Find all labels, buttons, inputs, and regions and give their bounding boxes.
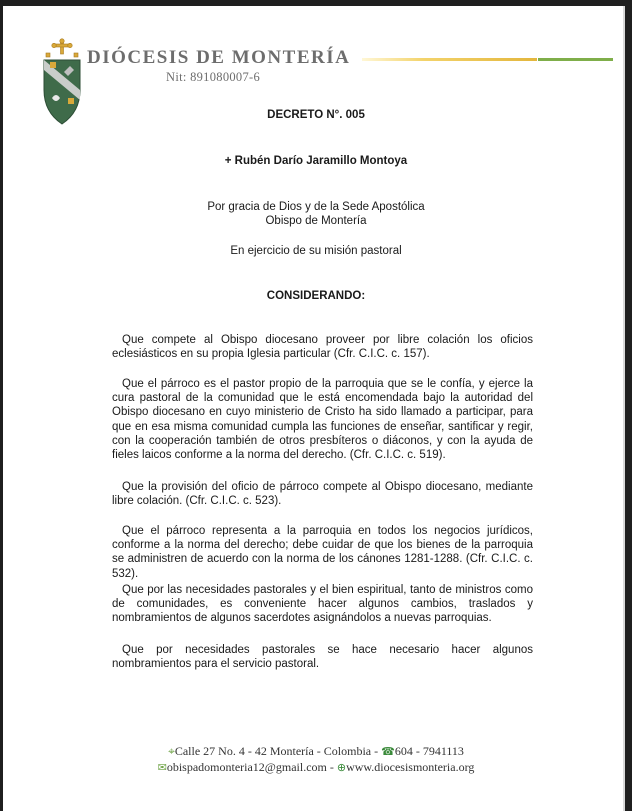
diocese-name: DIÓCESIS DE MONTERÍA bbox=[87, 47, 351, 68]
mission-line: En ejercicio de su misión pastoral bbox=[230, 245, 402, 257]
footer-website[interactable]: www.diocesismonteria.org bbox=[346, 760, 475, 774]
consideration-paragraph: Que por las necesidades pastorales y el bien espiritual, tanto de ministros como de comunidades, es conveniente hacer algunos cambios, traslados y nombramientos de algunos sacerdotes asignándolos a nuevas parroquias. bbox=[112, 584, 533, 625]
header-rule-green bbox=[538, 58, 613, 61]
tax-id: Nit: 891080007-6 bbox=[166, 70, 261, 84]
consideration-paragraph: Que la provisión del oficio de párroco compete al Obispo diocesano, mediante libre colación. (Cfr. C.I.C. c. 523). bbox=[112, 481, 533, 508]
decree-title: DECRETO N°. 005 bbox=[267, 109, 365, 121]
footer-address: Calle 27 No. 4 - 42 Montería - Colombia - bbox=[174, 744, 379, 758]
footer-contact-line bbox=[0, 760, 632, 775]
consideration-paragraph: Que por necesidades pastorales se hace necesario hacer algunos nombramientos para el servicio pastoral. bbox=[112, 644, 533, 671]
consideration-paragraph: Que el párroco es el pastor propio de la parroquia que se le confía, y ejerce la cura pastoral de la comunidad que le está encomendada bajo la autoridad del Obispo diocesano en cuyo ministerio de Cristo ha sido llamado a participar, para que en esa misma comunidad cumpla las funciones de enseñar, santificar y regir, con la cooperación también de otros presbíteros o diáconos, y con la ayuda de fieles laicos conforme a la norma del derecho. (Cfr. C.I.C. c. 519). bbox=[112, 378, 533, 462]
grace-line: Por gracia de Dios y de la Sede Apostólica bbox=[207, 201, 425, 213]
consideration-paragraph: Que el párroco representa a la parroquia en todos los negocios jurídicos, conforme a la norma del derecho; debe cuidar de que los bienes de la parroquia se administren de acuerdo con la norma de los cánones 1281-1288. (Cfr. C.I.C. c. 532). bbox=[112, 525, 533, 580]
consideration-paragraph: Que compete al Obispo diocesano proveer por libre colación los oficios eclesiásticos en su propia Iglesia particular (Cfr. C.I.C. c. 157). bbox=[112, 334, 533, 361]
email-icon: ✉ bbox=[157, 762, 167, 774]
footer-email[interactable]: obispadomonteria12@gmail.com - bbox=[166, 760, 334, 774]
phone-icon: ☎ bbox=[381, 746, 395, 758]
header-rule-gold bbox=[362, 58, 537, 61]
footer-phone: 604 - 7941113 bbox=[394, 744, 464, 758]
considering-heading: CONSIDERANDO: bbox=[266, 290, 366, 302]
bishop-name: + Rubén Darío Jaramillo Montoya bbox=[224, 155, 408, 167]
office-line: Obispo de Montería bbox=[265, 215, 367, 227]
globe-icon: ⊕ bbox=[336, 762, 347, 774]
footer-address-line bbox=[0, 744, 632, 759]
location-pin-icon: ⌖ bbox=[168, 744, 175, 758]
